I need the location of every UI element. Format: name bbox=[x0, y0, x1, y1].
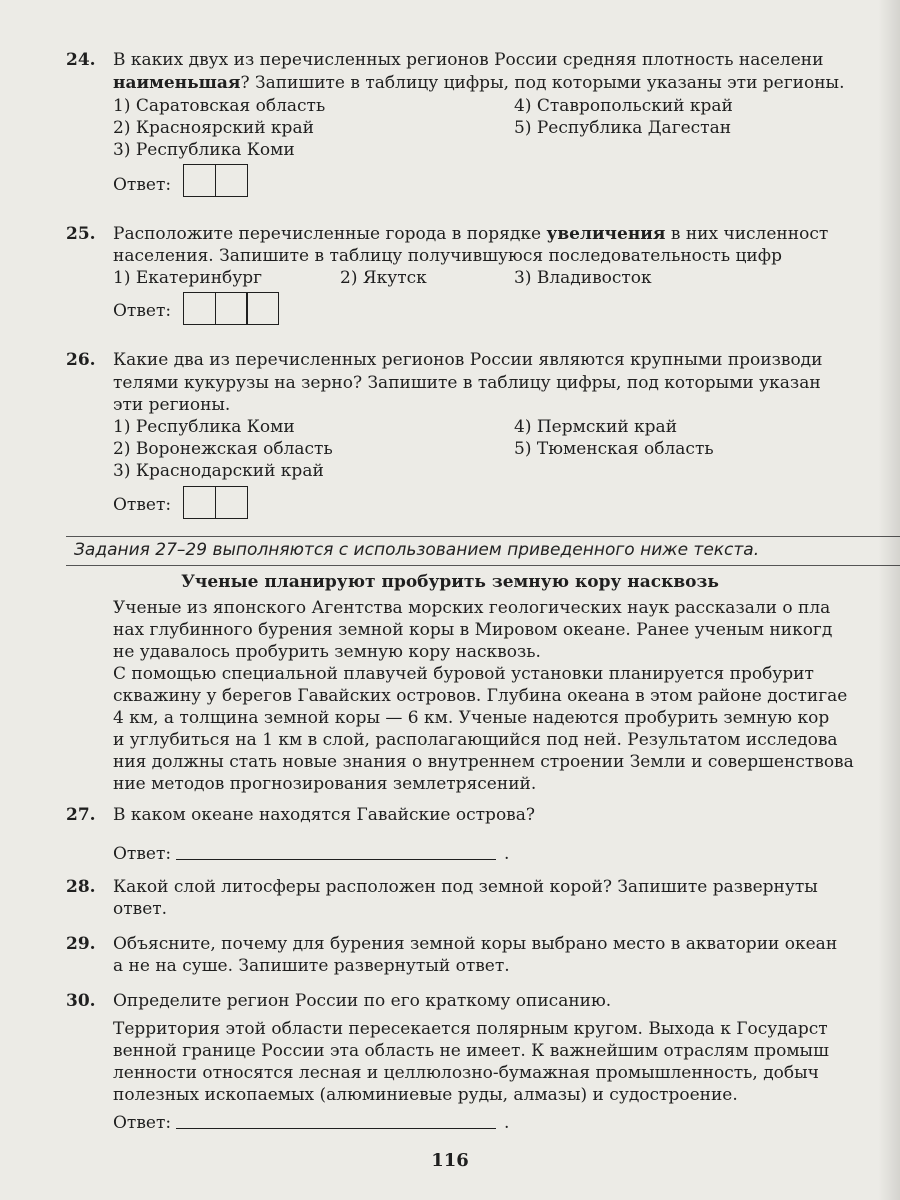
q24-option-3: 3) Республика Коми bbox=[113, 140, 295, 160]
q29-text-line2: а не на суше. Запишите развернутый ответ. bbox=[113, 956, 510, 976]
q30-answer-line[interactable] bbox=[176, 1128, 496, 1129]
q28-text-line1: Какой слой литосферы расположен под земной корой? Запишите развернуты bbox=[113, 877, 818, 897]
q26-option-3: 3) Краснодарский край bbox=[113, 461, 324, 481]
q30-description-line: венной границе России эта область не имеет. К важнейшим отраслям промыш bbox=[113, 1041, 829, 1061]
answer-cell[interactable] bbox=[215, 486, 248, 519]
passage-line: ние методов прогнозирования землетрясений. bbox=[113, 774, 537, 794]
instruction-banner bbox=[66, 536, 900, 566]
q30-number: 30. bbox=[66, 991, 96, 1011]
q24-keyword: наименьшая bbox=[113, 73, 241, 93]
answer-cell[interactable] bbox=[183, 292, 216, 325]
q29-number: 29. bbox=[66, 934, 96, 954]
answer-cell[interactable] bbox=[183, 164, 216, 197]
passage-line: ния должны стать новые знания о внутреннем строении Земли и совершенствова bbox=[113, 752, 854, 772]
q25-keyword: увеличения bbox=[546, 224, 666, 244]
q29-text-line1: Объясните, почему для бурения земной коры выбрано место в акватории океан bbox=[113, 934, 838, 954]
q26-option-2: 2) Воронежская область bbox=[113, 439, 333, 459]
q27-answer-line[interactable] bbox=[176, 859, 496, 860]
text-title: Ученые планируют пробурить земную кору насквозь bbox=[181, 572, 719, 592]
q28-text-line2: ответ. bbox=[113, 899, 168, 919]
answer-cell[interactable] bbox=[246, 292, 279, 325]
q24-text-line1: В каких двух из перечисленных регионов России средняя плотность населени bbox=[113, 50, 824, 70]
q24-number: 24. bbox=[66, 50, 96, 70]
passage-line: 4 км, а толщина земной коры — 6 км. Ученые надеются пробурить земную кор bbox=[113, 708, 830, 728]
q25-option-1: 1) Екатеринбург bbox=[113, 268, 263, 288]
instruction-banner-text: Задания 27–29 выполняются с использованием приведенного ниже текста. bbox=[74, 540, 760, 560]
q30-description-line: Территория этой области пересекается полярным кругом. Выхода к Государст bbox=[113, 1019, 828, 1039]
q30-answer-dot: . bbox=[504, 1113, 510, 1133]
q25-answer-grid[interactable] bbox=[183, 292, 278, 325]
q30-description-line: ленности относятся лесная и целлюлозно-бумажная промышленность, добыч bbox=[113, 1063, 819, 1083]
q26-text-line3: эти регионы. bbox=[113, 395, 231, 415]
passage-line: Ученые из японского Агентства морских геологических наук рассказали о пла bbox=[113, 598, 831, 618]
q24-answer-label: Ответ: bbox=[113, 175, 172, 195]
q26-number: 26. bbox=[66, 350, 96, 370]
q30-description-line: полезных ископаемых (алюминиевые руды, алмазы) и судостроение. bbox=[113, 1085, 738, 1105]
q30-answer-label: Ответ: bbox=[113, 1113, 172, 1133]
page-number: 116 bbox=[431, 1150, 469, 1171]
q26-text-line1: Какие два из перечисленных регионов России являются крупными производи bbox=[113, 350, 823, 370]
q24-text-line2: наименьшая? Запишите в таблицу цифры, под которыми указаны эти регионы. bbox=[113, 73, 845, 93]
q25-text-line1: Расположите перечисленные города в порядке увеличения в них численност bbox=[113, 224, 829, 244]
q25-answer-label: Ответ: bbox=[113, 301, 172, 321]
q25-option-3: 3) Владивосток bbox=[514, 268, 652, 288]
q24-answer-grid[interactable] bbox=[183, 164, 246, 197]
q27-text: В каком океане находятся Гавайские острова? bbox=[113, 805, 535, 825]
q24-option-4: 4) Ставропольский край bbox=[514, 96, 733, 116]
passage-line: не удавалось пробурить земную кору насквозь. bbox=[113, 642, 541, 662]
passage-line: нах глубинного бурения земной коры в Мировом океане. Ранее ученым никогд bbox=[113, 620, 833, 640]
q26-option-5: 5) Тюменская область bbox=[514, 439, 714, 459]
q27-number: 27. bbox=[66, 805, 96, 825]
q24-option-1: 1) Саратовская область bbox=[113, 96, 326, 116]
q26-option-4: 4) Пермский край bbox=[514, 417, 678, 437]
q24-option-2: 2) Красноярский край bbox=[113, 118, 314, 138]
passage-line: и углубиться на 1 км в слой, располагающийся под ней. Результатом исследова bbox=[113, 730, 838, 750]
q25-option-2: 2) Якутск bbox=[340, 268, 427, 288]
q26-answer-label: Ответ: bbox=[113, 495, 172, 515]
q30-text: Определите регион России по его краткому описанию. bbox=[113, 991, 612, 1011]
answer-cell[interactable] bbox=[183, 486, 216, 519]
passage-line: С помощью специальной плавучей буровой установки планируется пробурит bbox=[113, 664, 814, 684]
answer-cell[interactable] bbox=[215, 292, 248, 325]
q26-option-1: 1) Республика Коми bbox=[113, 417, 295, 437]
page-gutter-shadow bbox=[878, 0, 900, 1200]
q26-answer-grid[interactable] bbox=[183, 486, 246, 519]
passage-paragraph-2 bbox=[113, 663, 900, 795]
passage-paragraph-1 bbox=[113, 597, 900, 663]
q30-description bbox=[113, 1018, 900, 1106]
answer-cell[interactable] bbox=[215, 164, 248, 197]
q26-text-line2: телями кукурузы на зерно? Запишите в таблицу цифры, под которыми указан bbox=[113, 373, 821, 393]
passage-line: скважину у берегов Гавайских островов. Глубина океана в этом районе достигае bbox=[113, 686, 848, 706]
q27-answer-label: Ответ: bbox=[113, 844, 172, 864]
q28-number: 28. bbox=[66, 877, 96, 897]
q27-answer-dot: . bbox=[504, 844, 510, 864]
q25-number: 25. bbox=[66, 224, 96, 244]
q25-text-line2: населения. Запишите в таблицу получившуюся последовательность цифр bbox=[113, 246, 782, 266]
q24-option-5: 5) Республика Дагестан bbox=[514, 118, 732, 138]
